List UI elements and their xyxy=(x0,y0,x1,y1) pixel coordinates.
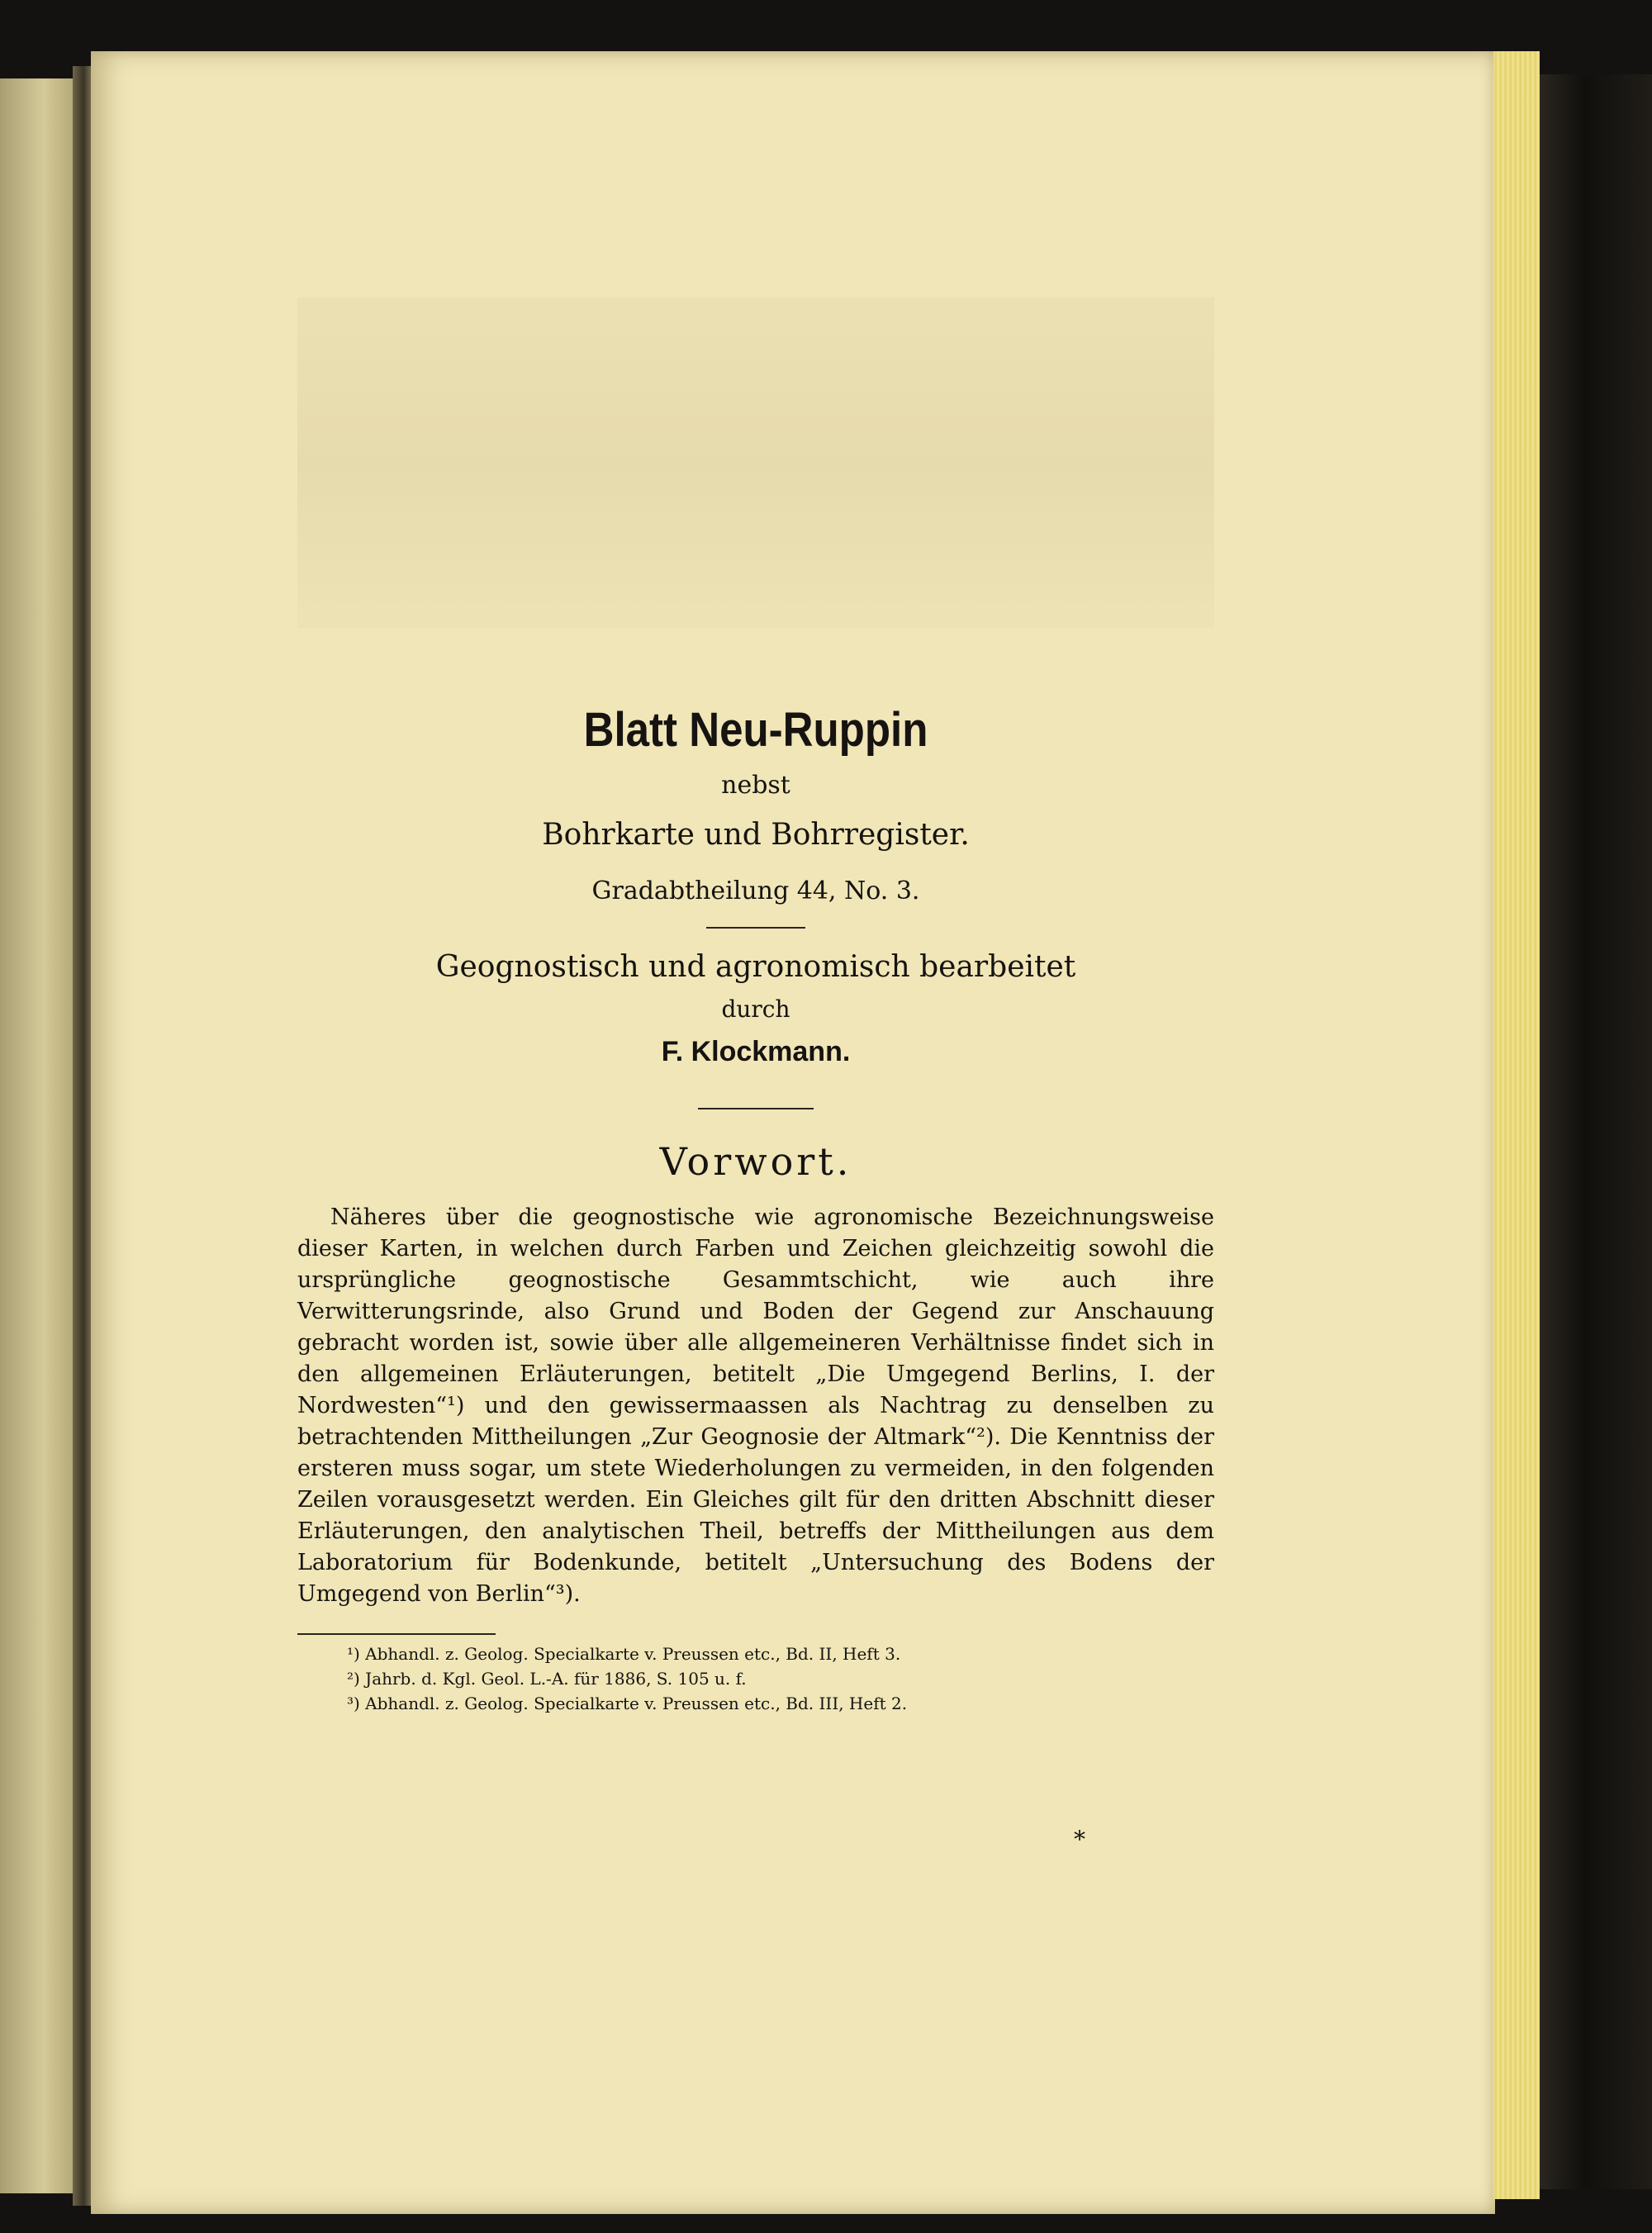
footnote: ¹) Abhandl. z. Geolog. Specialkarte v. Preussen etc., Bd. II, Heft 3. xyxy=(347,1644,901,1664)
footnote: ²) Jahrb. d. Kgl. Geol. L.-A. für 1886, S. 105 u. f. xyxy=(347,1669,747,1689)
subtitle: Bohrkarte und Bohrregister. xyxy=(542,818,970,852)
author: F. Klockmann. xyxy=(661,1036,851,1067)
footnote: ³) Abhandl. z. Geolog. Specialkarte v. Preussen etc., Bd. III, Heft 2. xyxy=(347,1694,908,1713)
document-title: Blatt Neu-Ruppin xyxy=(583,703,928,757)
page-stack-edge xyxy=(1493,51,1540,2199)
footnote-divider xyxy=(297,1633,496,1635)
footnotes xyxy=(297,1641,1214,1716)
divider xyxy=(698,1108,814,1109)
nebst-line: nebst xyxy=(721,771,790,800)
durch-line: durch xyxy=(721,995,790,1023)
book-binding xyxy=(1540,74,1652,2189)
page-content xyxy=(297,677,1214,1851)
body-paragraph: Näheres über die geognostische wie agronomische Bezeichnungsweise dieser Karten, in welchen durch Farben und Zeichen gleichzeitig sowohl die ursprüngliche geognostische Gesammtschicht, wie auch ihre Verwitterungsrinde, also Grund und Boden der Gegend zur Anschauung gebracht worden ist, sowie über alle allgemeineren Verhältnisse findet sich in den allgemeinen Erläuterungen, betitelt „Die Umgegend Berlins, I. der Nordwesten“¹) und den gewissermaassen als Nachtrag zu denselben zu betrachtenden Mittheilungen „Zur Geognosie der Altmark“²). Die Kenntniss der ersteren muss sogar, um stete Wiederholungen zu vermeiden, in den folgenden Zeilen vorausgesetzt werden. Ein Gleiches gilt für den dritten Abschnitt dieser Erläuterungen, den analytischen Theil, betreffs der Mittheilungen aus dem Laboratorium für Bodenkunde, betitelt „Untersuchung des Bodens der Umgegend von Berlin“³). xyxy=(297,1204,1214,1607)
show-through xyxy=(297,297,1214,628)
divider xyxy=(706,927,805,929)
section-heading: Vorwort. xyxy=(659,1139,852,1184)
gradabtheilung: Gradabtheilung 44, No. 3. xyxy=(591,877,920,905)
left-page-edge xyxy=(0,78,73,2193)
signature-mark: * xyxy=(1074,1826,1085,1853)
bearbeitet-line: Geognostisch und agronomisch bearbeitet xyxy=(435,950,1076,984)
